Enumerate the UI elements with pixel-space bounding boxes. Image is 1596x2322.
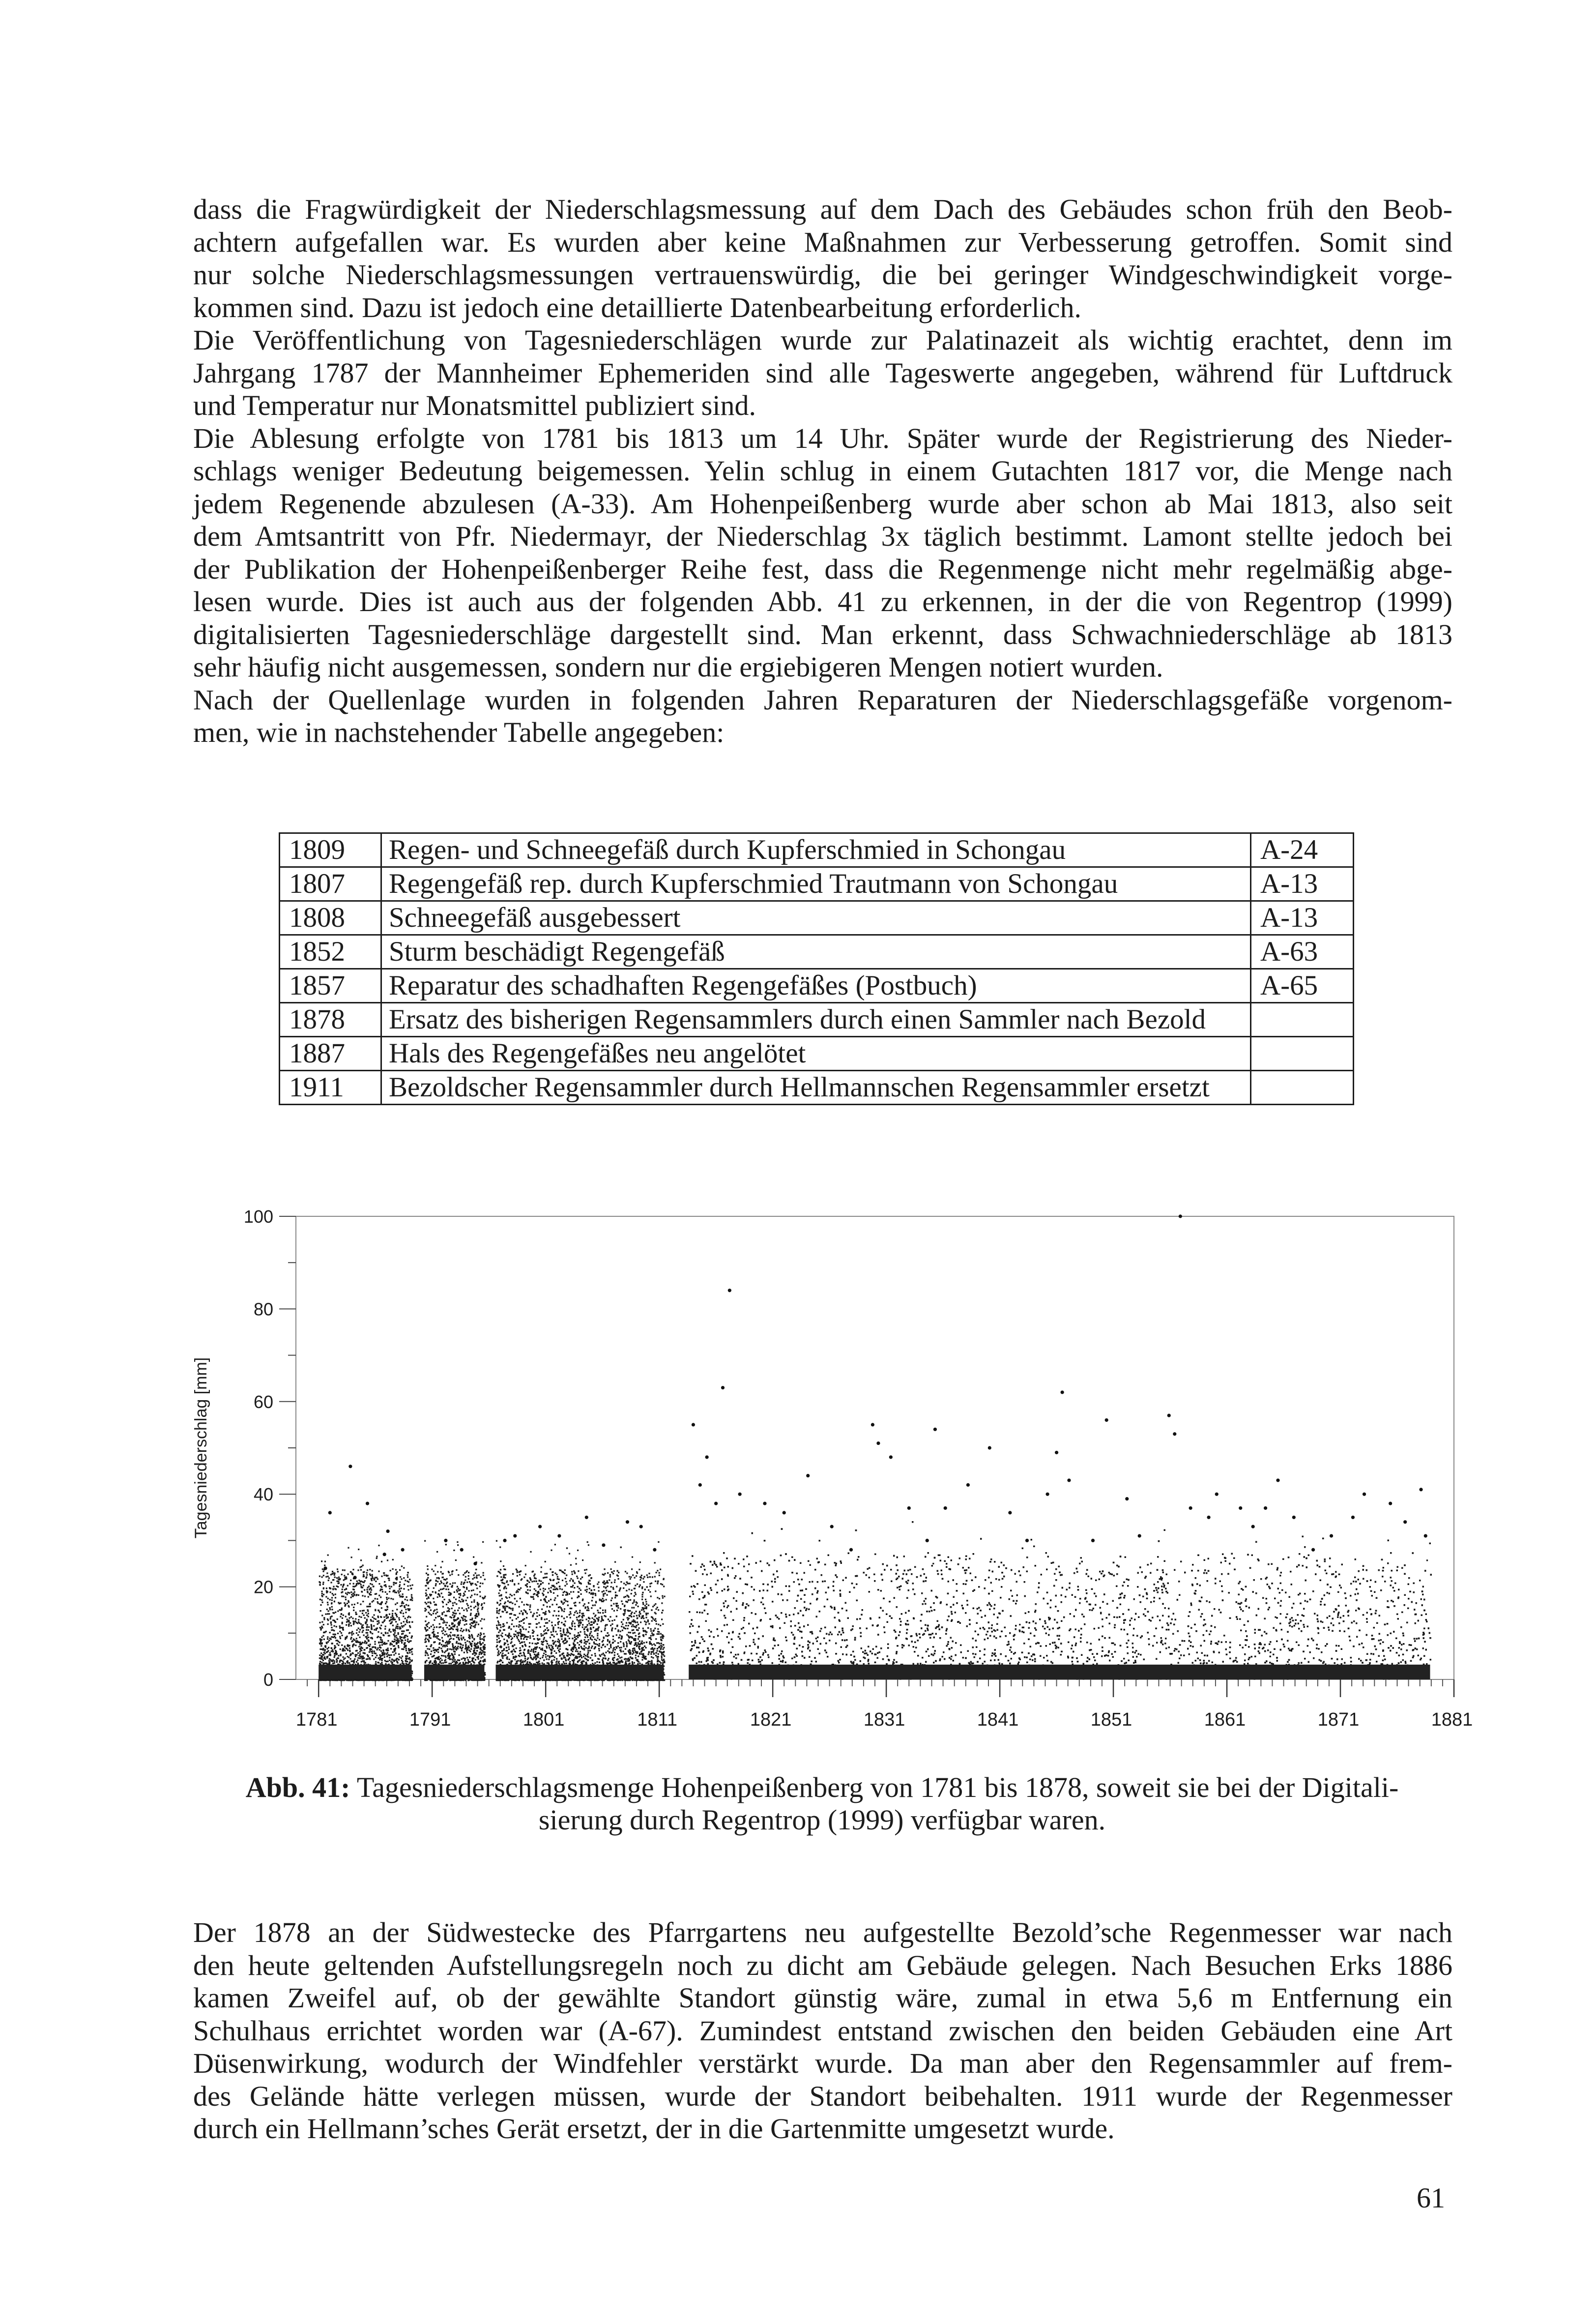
year-cell: 1809 xyxy=(280,833,381,867)
x-tick-label: 1851 xyxy=(1091,1709,1132,1730)
data-point xyxy=(602,1543,605,1547)
reference-cell: A-65 xyxy=(1251,969,1354,1003)
data-point xyxy=(988,1446,991,1449)
description-cell: Bezoldscher Regensammler durch Hellmannschen Regensammler ersetzt xyxy=(381,1071,1251,1105)
data-point xyxy=(1264,1506,1267,1510)
intro-line: sehr häufig nicht ausgemessen, sondern nur die ergiebigeren Mengen notiert wurden. xyxy=(193,651,1452,684)
data-point xyxy=(907,1506,911,1510)
description-cell: Sturm beschädigt Regengefäß xyxy=(381,935,1251,969)
data-point xyxy=(1424,1534,1427,1537)
data-point xyxy=(460,1548,464,1552)
reference-cell: A-13 xyxy=(1251,901,1354,935)
data-point xyxy=(1239,1506,1242,1510)
intro-line: Nach der Quellenlage wurden in folgenden Jahren Reparaturen der Niederschlagsgefäße vorgenom- xyxy=(193,684,1452,717)
x-tick-label: 1841 xyxy=(977,1709,1019,1730)
intro-line: digitalisierten Tagesniederschläge dargestellt sind. Man erkennt, dass Schwachniederschläge ab 1813 xyxy=(193,618,1452,651)
caption-line1: Tagesniederschlagsmenge Hohenpeißenberg von 1781 bis 1878, soweit sie bei der Digitali- xyxy=(357,1771,1398,1803)
data-point xyxy=(366,1501,369,1505)
data-point xyxy=(353,1576,357,1579)
low-value-band xyxy=(424,1665,484,1679)
data-point xyxy=(1403,1520,1407,1524)
data-point xyxy=(830,1525,834,1528)
x-tick-label: 1791 xyxy=(409,1709,451,1730)
data-point xyxy=(721,1386,725,1389)
reference-cell xyxy=(1251,1071,1354,1105)
intro-line: achtern aufgefallen war. Es wurden aber keine Maßnahmen zur Verbesserung getroffen. Somit sind xyxy=(193,226,1452,259)
data-point xyxy=(1330,1534,1333,1537)
data-point xyxy=(1207,1516,1210,1519)
reference-cell xyxy=(1251,1037,1354,1071)
x-tick-label: 1831 xyxy=(864,1709,905,1730)
x-tick-label: 1871 xyxy=(1318,1709,1360,1730)
repair-table xyxy=(279,832,1354,1105)
data-point xyxy=(783,1511,786,1514)
year-cell: 1911 xyxy=(280,1071,381,1105)
location-line: Der 1878 an der Südwestecke des Pfarrgartens neu aufgestellte Bezold’sche Regenmesser war nach xyxy=(193,1916,1452,1949)
data-point xyxy=(806,1474,810,1477)
y-tick-label: 40 xyxy=(254,1484,273,1504)
data-point xyxy=(889,1455,893,1459)
data-point xyxy=(926,1539,929,1542)
data-point xyxy=(1173,1432,1176,1436)
table-row xyxy=(280,1037,1354,1071)
data-point xyxy=(639,1525,643,1528)
data-point xyxy=(1189,1506,1192,1510)
data-point xyxy=(763,1501,766,1505)
intro-line: schlags weniger Bedeutung beigemessen. Yelin schlug in einem Gutachten 1817 vor, die Menge nach xyxy=(193,455,1452,488)
data-point xyxy=(386,1529,389,1533)
location-line: des Gelände hätte verlegen müssen, wurde der Standort beibehalten. 1911 wurde der Regenmesser xyxy=(193,2080,1452,2113)
y-tick-label: 20 xyxy=(254,1577,273,1597)
data-point xyxy=(849,1548,853,1552)
page-number: 61 xyxy=(1417,2182,1445,2214)
data-point xyxy=(444,1539,447,1542)
intro-line: men, wie in nachstehender Tabelle angegeben: xyxy=(193,716,1452,749)
data-point xyxy=(323,1566,327,1570)
year-cell: 1808 xyxy=(280,901,381,935)
data-point xyxy=(933,1428,937,1431)
table-row xyxy=(280,901,1354,935)
data-point xyxy=(876,1441,880,1445)
data-point xyxy=(698,1483,702,1487)
year-cell: 1887 xyxy=(280,1037,381,1071)
data-point xyxy=(1351,1516,1355,1519)
data-point xyxy=(1067,1478,1071,1482)
data-point xyxy=(1251,1525,1255,1528)
intro-line: dem Amtsantritt von Pfr. Niedermayr, der Niederschlag 3x täglich bestimmt. Lamont stellte jedoch bei xyxy=(193,520,1452,553)
table-row xyxy=(280,867,1354,901)
data-point xyxy=(1179,1214,1182,1218)
location-line: Schulhaus errichtet worden war (A-67). Zumindest entstand zwischen den beiden Gebäuden eine Art xyxy=(193,2015,1452,2048)
intro-line: Jahrgang 1787 der Mannheimer Ephemeriden sind alle Tageswerte angegeben, während für Luftdruck xyxy=(193,357,1452,390)
data-point xyxy=(1363,1493,1366,1496)
location-line: den heute geltenden Aufstellungsregeln noch zu dicht am Gebäude gelegen. Nach Besuchen Erks 1886 xyxy=(193,1949,1452,1982)
data-point xyxy=(1125,1497,1129,1500)
daily-precipitation-texture xyxy=(319,1521,1431,1681)
data-point xyxy=(705,1455,709,1459)
x-tick-label: 1881 xyxy=(1431,1709,1473,1730)
table-row xyxy=(280,833,1354,867)
data-point xyxy=(1008,1511,1012,1514)
data-point xyxy=(503,1539,506,1542)
data-point xyxy=(1167,1413,1171,1417)
low-value-band xyxy=(319,1665,411,1679)
data-point xyxy=(728,1289,731,1292)
intro-line: dass die Fragwürdigkeit der Niederschlagsmessung auf dem Dach des Gebäudes schon früh den Beob- xyxy=(193,193,1452,226)
data-point xyxy=(692,1423,695,1426)
description-cell: Schneegefäß ausgebessert xyxy=(381,901,1251,935)
intro-line: lesen wurde. Dies ist auch aus der folgenden Abb. 41 zu erkennen, in der die von Regentrop (1999) xyxy=(193,586,1452,618)
x-tick-label: 1861 xyxy=(1204,1709,1246,1730)
intro-line: Die Ablesung erfolgte von 1781 bis 1813 um 14 Uhr. Später wurde der Registrierung des Nieder- xyxy=(193,422,1452,455)
data-point xyxy=(871,1423,874,1426)
data-point xyxy=(1055,1451,1058,1454)
data-point xyxy=(1389,1501,1392,1505)
figure-caption xyxy=(197,1771,1448,1836)
data-point xyxy=(1091,1539,1095,1542)
data-point xyxy=(1105,1418,1108,1422)
data-point xyxy=(1045,1493,1049,1496)
data-point xyxy=(1025,1539,1029,1542)
data-point xyxy=(585,1516,588,1519)
year-cell: 1852 xyxy=(280,935,381,969)
intro-line: und Temperatur nur Monatsmittel publiziert sind. xyxy=(193,389,1452,422)
x-tick-label: 1811 xyxy=(637,1709,677,1730)
y-tick-label: 100 xyxy=(244,1206,273,1227)
data-point xyxy=(966,1483,970,1487)
x-tick-label: 1821 xyxy=(750,1709,792,1730)
data-point xyxy=(1311,1548,1315,1552)
location-line: kamen Zweifel auf, ob der gewählte Standort günstig wäre, zumal in etwa 5,6 m Entfernung ein xyxy=(193,1982,1452,2015)
intro-line: der Publikation der Hohenpeißenberger Reihe fest, dass die Regenmenge nicht mehr regelmäßig abge- xyxy=(193,553,1452,586)
data-point xyxy=(348,1465,352,1468)
reference-cell: A-24 xyxy=(1251,833,1354,867)
plot-frame xyxy=(296,1216,1454,1679)
data-point xyxy=(1215,1493,1219,1496)
intro-line: kommen sind. Dazu ist jedoch eine detaillierte Datenbearbeitung erforderlich. xyxy=(193,292,1452,324)
caption-line2: sierung durch Regentrop (1999) verfügbar waren. xyxy=(197,1804,1448,1836)
data-point xyxy=(1292,1516,1296,1519)
description-cell: Ersatz des bisherigen Regensammlers durch einen Sammler nach Bezold xyxy=(381,1003,1251,1037)
description-cell: Regen- und Schneegefäß durch Kupferschmied in Schongau xyxy=(381,833,1251,867)
reference-cell: A-63 xyxy=(1251,935,1354,969)
data-point xyxy=(557,1534,561,1537)
low-value-band xyxy=(496,1665,664,1679)
paragraph-location xyxy=(193,1916,1452,2146)
year-cell: 1878 xyxy=(280,1003,381,1037)
description-cell: Regengefäß rep. durch Kupferschmied Trautmann von Schongau xyxy=(381,867,1251,901)
y-tick-label: 80 xyxy=(254,1299,273,1319)
reference-cell: A-13 xyxy=(1251,867,1354,901)
table-row xyxy=(280,969,1354,1003)
data-point xyxy=(1276,1478,1279,1482)
table-row xyxy=(280,935,1354,969)
x-tick-label: 1781 xyxy=(296,1709,338,1730)
table-row xyxy=(280,1003,1354,1037)
y-tick-label: 0 xyxy=(263,1670,273,1690)
intro-line: jedem Regenende abzulesen (A-33). Am Hohenpeißenberg wurde aber schon ab Mai 1813, also seit xyxy=(193,488,1452,521)
data-point xyxy=(626,1520,629,1524)
data-point xyxy=(1138,1534,1141,1537)
data-point xyxy=(473,1562,477,1565)
caption-label: Abb. 41: xyxy=(246,1771,350,1803)
data-point xyxy=(653,1548,656,1552)
description-cell: Reparatur des schadhaften Regengefäßes (Postbuch) xyxy=(381,969,1251,1003)
data-point xyxy=(401,1548,405,1552)
year-cell: 1807 xyxy=(280,867,381,901)
reference-cell xyxy=(1251,1003,1354,1037)
data-point xyxy=(538,1525,542,1528)
precipitation-chart xyxy=(187,1190,1465,1740)
table-row xyxy=(280,1071,1354,1105)
data-point xyxy=(1419,1488,1422,1491)
y-axis-label: Tagesniederschlag [mm] xyxy=(192,1357,210,1539)
y-tick-label: 60 xyxy=(254,1392,273,1412)
intro-line: nur solche Niederschlagsmessungen vertrauenswürdig, die bei geringer Windgeschwindigkeit vorge- xyxy=(193,259,1452,292)
data-point xyxy=(1061,1390,1064,1394)
low-value-band xyxy=(689,1665,1430,1679)
location-line: Düsenwirkung, wodurch der Windfehler verstärkt wurde. Da man aber den Regensammler auf frem- xyxy=(193,2047,1452,2080)
data-point xyxy=(714,1501,718,1505)
data-point xyxy=(944,1506,947,1510)
location-line: durch ein Hellmann’sches Gerät ersetzt, der in die Gartenmitte umgesetzt wurde. xyxy=(193,2113,1452,2146)
intro-line: Die Veröffentlichung von Tagesniederschlägen wurde zur Palatinazeit als wichtig erachtet, denn im xyxy=(193,324,1452,357)
data-point xyxy=(738,1493,742,1496)
data-point xyxy=(328,1511,332,1514)
x-tick-label: 1801 xyxy=(523,1709,565,1730)
data-point xyxy=(383,1553,386,1556)
year-cell: 1857 xyxy=(280,969,381,1003)
description-cell: Hals des Regengefäßes neu angelötet xyxy=(381,1037,1251,1071)
data-point xyxy=(513,1534,517,1537)
paragraph-intro xyxy=(193,193,1452,749)
